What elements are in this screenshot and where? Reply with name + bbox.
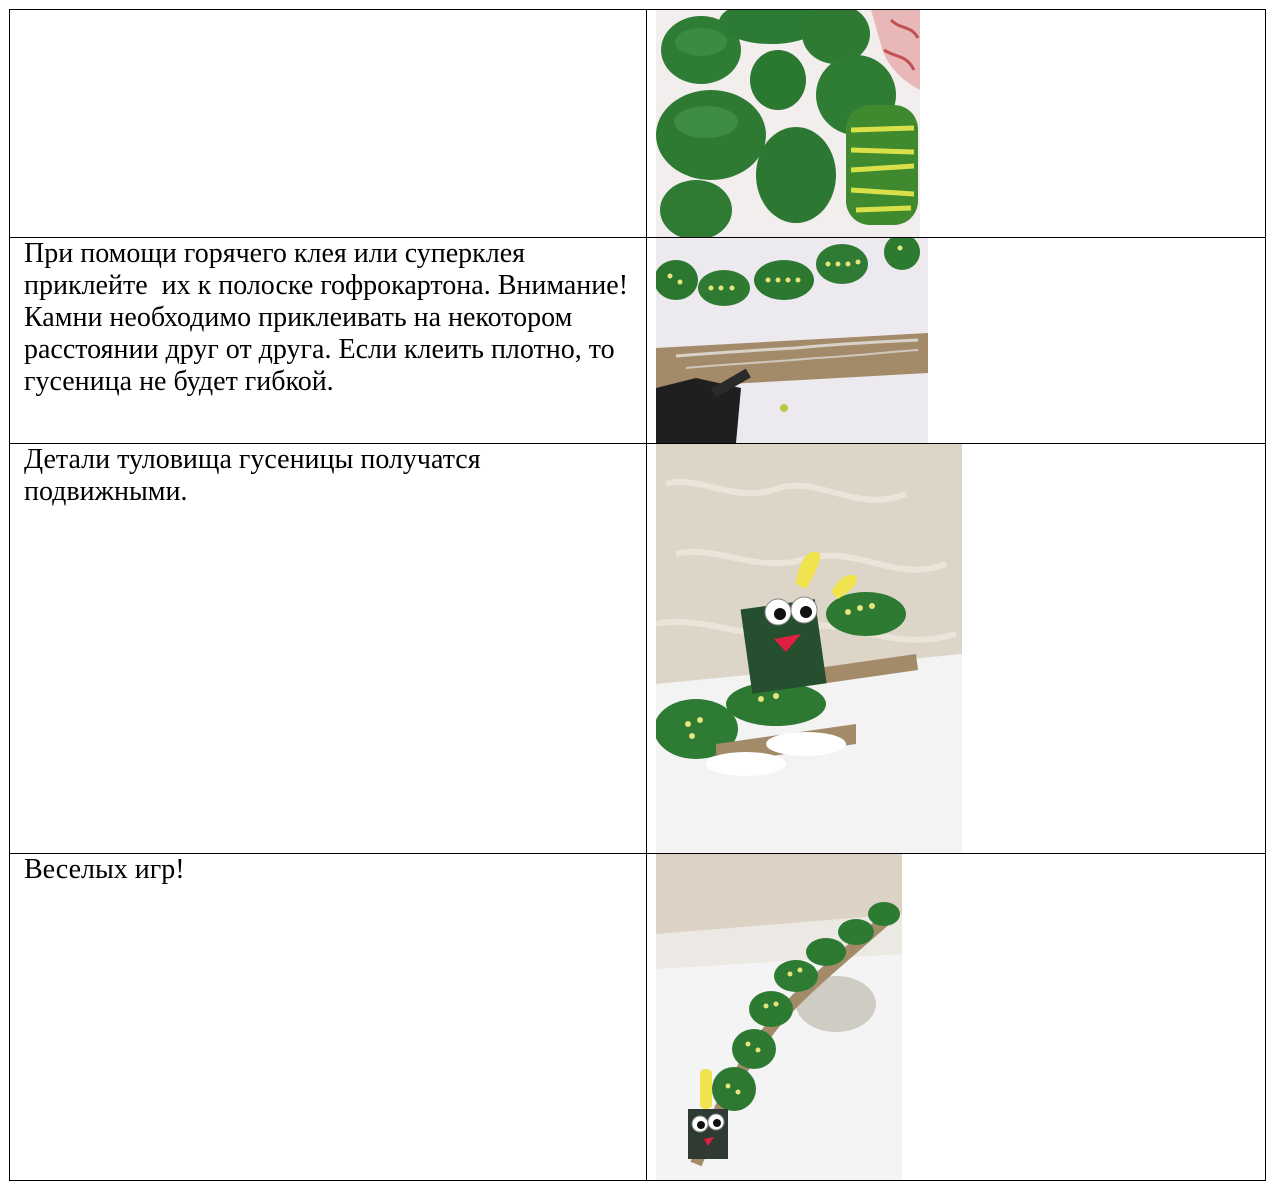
table-row [10,854,1266,1181]
instruction-text-cell [10,10,647,238]
photo-cell [647,444,1266,854]
instruction-text: Веселых игр! [24,854,185,885]
instruction-text-cell [10,444,647,854]
glue-gun-photo [656,238,928,443]
photo-cell [647,10,1266,238]
photo-cell [647,238,1266,444]
caterpillar-side-photo [656,854,902,1180]
instruction-text-cell [10,854,647,1181]
instruction-text-cell [10,238,647,444]
instruction-text: При помощи горячего клея или суперклея приклейте их к полоске гофрокартона. Внимание! Камни необходимо приклеивать на некотором расстоянии друг от друга. Если клеить плотно, то гусеница не будет гибкой. [24,238,636,397]
instruction-text: Детали туловища гусеницы получатся подвижными. [24,444,488,507]
table-row [10,10,1266,238]
green-stones-photo [656,10,920,237]
caterpillar-front-photo [656,444,962,853]
photo-cell [647,854,1266,1181]
table-row [10,238,1266,444]
table-row [10,444,1266,854]
instruction-table [9,9,1266,1181]
